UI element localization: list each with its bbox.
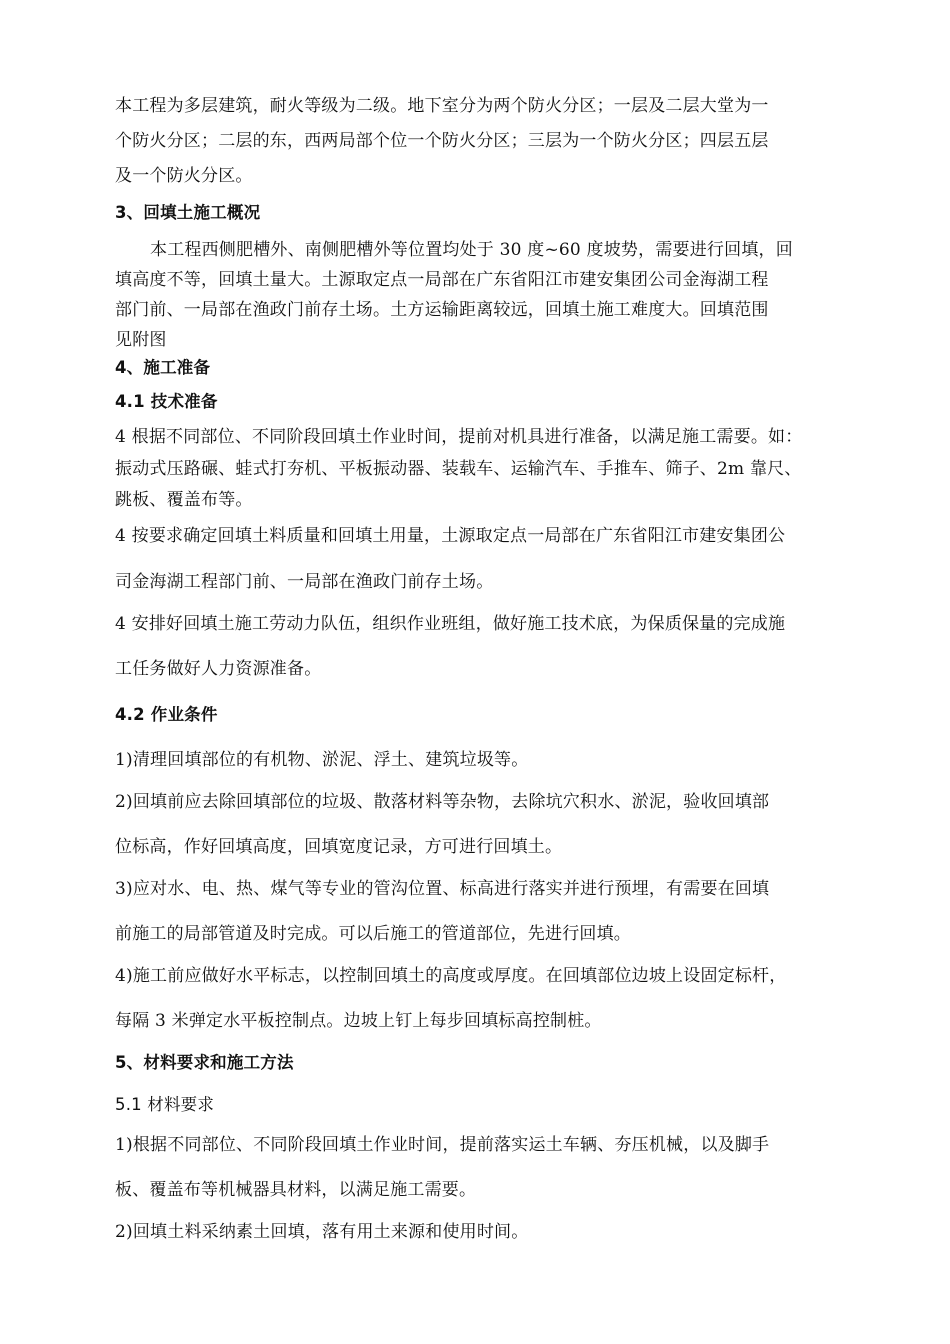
conditions-line-1: 1)清理回填部位的有机物、淤泥、浮土、建筑垃圾等。 xyxy=(115,750,529,770)
tech-prep-line-7: 工任务做好人力资源准备。 xyxy=(115,659,322,679)
tech-prep-line-2: 振动式压路碾、蛙式打夯机、平板振动器、装载车、运输汽车、手推车、筛子、2m 靠尺、 xyxy=(115,459,802,479)
overview-line-2: 填高度不等，回填土量大。土源取定点一局部在广东省阳江市建安集团公司金海湖工程 xyxy=(115,270,769,290)
section-5-heading: 5、材料要求和施工方法 xyxy=(115,1053,294,1072)
fire-zone-line-3: 及一个防火分区。 xyxy=(115,166,253,186)
overview-line-4: 见附图 xyxy=(115,330,167,350)
overview-line-3: 部门前、一局部在渔政门前存土场。土方运输距离较远，回填土施工难度大。回填范围 xyxy=(115,300,769,320)
tech-prep-line-5: 司金海湖工程部门前、一局部在渔政门前存土场。 xyxy=(115,572,494,592)
tech-prep-line-6: 4 安排好回填土施工劳动力队伍，组织作业班组，做好施工技术底，为保质保量的完成施 xyxy=(115,614,786,634)
section-3-heading: 3、回填土施工概况 xyxy=(115,203,261,222)
section-4-1-heading: 4.1 技术准备 xyxy=(115,392,218,411)
overview-line-1: 本工程西侧肥槽外、南侧肥槽外等位置均处于 30 度~60 度坡势，需要进行回填，回 xyxy=(150,240,793,260)
conditions-line-6: 4)施工前应做好水平标志，以控制回填土的高度或厚度。在回填部位边坡上设固定标杆， xyxy=(115,966,787,986)
section-4-2-heading: 4.2 作业条件 xyxy=(115,705,218,724)
fire-zone-line-2: 个防火分区；二层的东，西两局部个位一个防火分区；三层为一个防火分区；四层五层 xyxy=(115,131,769,151)
section-4-heading: 4、施工准备 xyxy=(115,358,211,377)
material-line-1: 1)根据不同部位、不同阶段回填土作业时间，提前落实运土车辆、夯压机械，以及脚手 xyxy=(115,1135,770,1155)
conditions-line-2: 2)回填前应去除回填部位的垃圾、散落材料等杂物，去除坑穴积水、淤泥，验收回填部 xyxy=(115,792,770,812)
tech-prep-line-4: 4 按要求确定回填土料质量和回填土用量，土源取定点一局部在广东省阳江市建安集团公 xyxy=(115,526,786,546)
material-line-2: 板、覆盖布等机械器具材料，以满足施工需要。 xyxy=(115,1180,477,1200)
conditions-line-4: 3)应对水、电、热、煤气等专业的管沟位置、标高进行落实并进行预埋，有需要在回填 xyxy=(115,879,770,899)
material-line-3: 2)回填土料采纳素土回填，落有用土来源和使用时间。 xyxy=(115,1222,529,1242)
conditions-line-5: 前施工的局部管道及时完成。可以后施工的管道部位，先进行回填。 xyxy=(115,924,631,944)
conditions-line-7: 每隔 3 米弹定水平板控制点。边坡上钉上每步回填标高控制桩。 xyxy=(115,1011,602,1031)
fire-zone-line-1: 本工程为多层建筑，耐火等级为二级。地下室分为两个防火分区；一层及二层大堂为一 xyxy=(115,96,769,116)
section-5-1-heading: 5.1 材料要求 xyxy=(115,1095,215,1114)
tech-prep-line-3: 跳板、覆盖布等。 xyxy=(115,490,253,510)
tech-prep-line-1: 4 根据不同部位、不同阶段回填土作业时间，提前对机具进行准备，以满足施工需要。如： xyxy=(115,427,803,447)
conditions-line-3: 位标高，作好回填高度，回填宽度记录，方可进行回填土。 xyxy=(115,837,563,857)
